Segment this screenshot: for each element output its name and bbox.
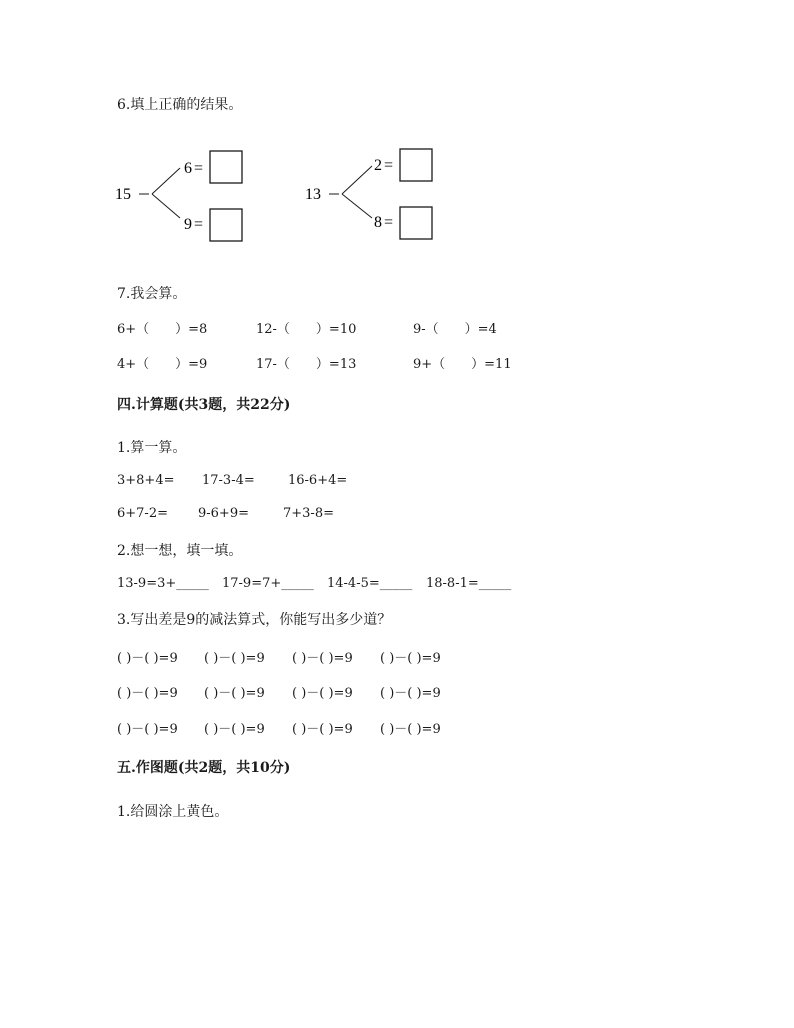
calc-1-title: 1.算一算。 [117,440,187,456]
tree-1-branch-top [152,168,180,194]
q7-equation[interactable]: 12-（ ）=10 [256,322,357,337]
calc-3-blank-equation[interactable]: ( )－( )=9 [204,686,265,701]
calc-3-blank-equation[interactable]: ( )－( )=9 [292,722,353,737]
calc-3-blank-equation[interactable]: ( )－( )=9 [117,651,178,666]
tree-2-branch-top [342,166,372,194]
calc-3-blank-equation[interactable]: ( )－( )=9 [380,686,441,701]
tree-1-root: 15 [115,186,131,203]
calc-3-title: 3.写出差是9的减法算式，你能写出多少道？ [117,612,392,628]
calc-3-blank-equation[interactable]: ( )－( )=9 [117,722,178,737]
tree-2-bottom-equals: = [384,214,394,231]
calc-3-blank-equation[interactable]: ( )－( )=9 [204,722,265,737]
section-5-heading: 五.作图题(共2题，共10分) [117,760,291,776]
decomposition-trees [110,140,450,250]
question-7-title: 7.我会算。 [117,286,187,302]
calc-3-blank-equation[interactable]: ( )－( )=9 [380,722,441,737]
q7-equation[interactable]: 6+（ ）=8 [117,322,208,337]
tree-2-bottom-answer-box[interactable] [400,207,432,239]
calc-3-blank-equation[interactable]: ( )－( )=9 [380,651,441,666]
calc-1-expression[interactable]: 17-3-4= [202,473,255,488]
q7-equation[interactable]: 9+（ ）=11 [413,357,512,372]
tree-1-top-answer-box[interactable] [210,151,242,183]
q7-equation[interactable]: 4+（ ）=9 [117,357,208,372]
calc-1-expression[interactable]: 3+8+4= [117,473,175,488]
tree-1-bottom-answer-box[interactable] [210,209,242,241]
calc-1-expression[interactable]: 9-6+9= [198,506,249,521]
calc-3-blank-equation[interactable]: ( )－( )=9 [292,686,353,701]
q7-equation[interactable]: 9-（ ）=4 [413,322,497,337]
tree-2 [305,149,432,239]
calc-3-blank-equation[interactable]: ( )－( )=9 [117,686,178,701]
calc-2-item[interactable]: 13-9=3+_____ [117,576,209,591]
calc-3-blank-equation[interactable]: ( )－( )=9 [292,651,353,666]
calc-1-expression[interactable]: 16-6+4= [288,473,348,488]
tree-1-top-equals: = [194,160,204,177]
tree-1 [115,151,242,241]
calc-2-item[interactable]: 14-4-5=_____ [327,576,413,591]
tree-1-bottom-number: 9 [184,216,192,233]
calc-3-blank-equation[interactable]: ( )－( )=9 [204,651,265,666]
calc-2-title: 2.想一想，填一填。 [117,543,243,559]
tree-2-branch-bottom [342,194,372,218]
calc-1-expression[interactable]: 6+7-2= [117,506,168,521]
tree-2-top-number: 2 [374,157,382,174]
tree-1-bottom-equals: = [194,216,204,233]
tree-2-top-equals: = [384,157,394,174]
draw-1-title: 1.给圆涂上黄色。 [117,804,229,820]
tree-2-root: 13 [305,186,321,203]
tree-2-top-answer-box[interactable] [400,149,432,181]
calc-1-expression[interactable]: 7+3-8= [283,506,334,521]
calc-2-item[interactable]: 18-8-1=_____ [426,576,512,591]
tree-2-bottom-number: 8 [374,214,382,231]
section-4-heading: 四.计算题(共3题，共22分) [117,397,291,413]
calc-2-item[interactable]: 17-9=7+_____ [222,576,314,591]
tree-1-branch-bottom [152,194,180,218]
tree-1-top-number: 6 [184,160,192,177]
question-6-title: 6.填上正确的结果。 [117,97,243,113]
q7-equation[interactable]: 17-（ ）=13 [256,357,357,372]
